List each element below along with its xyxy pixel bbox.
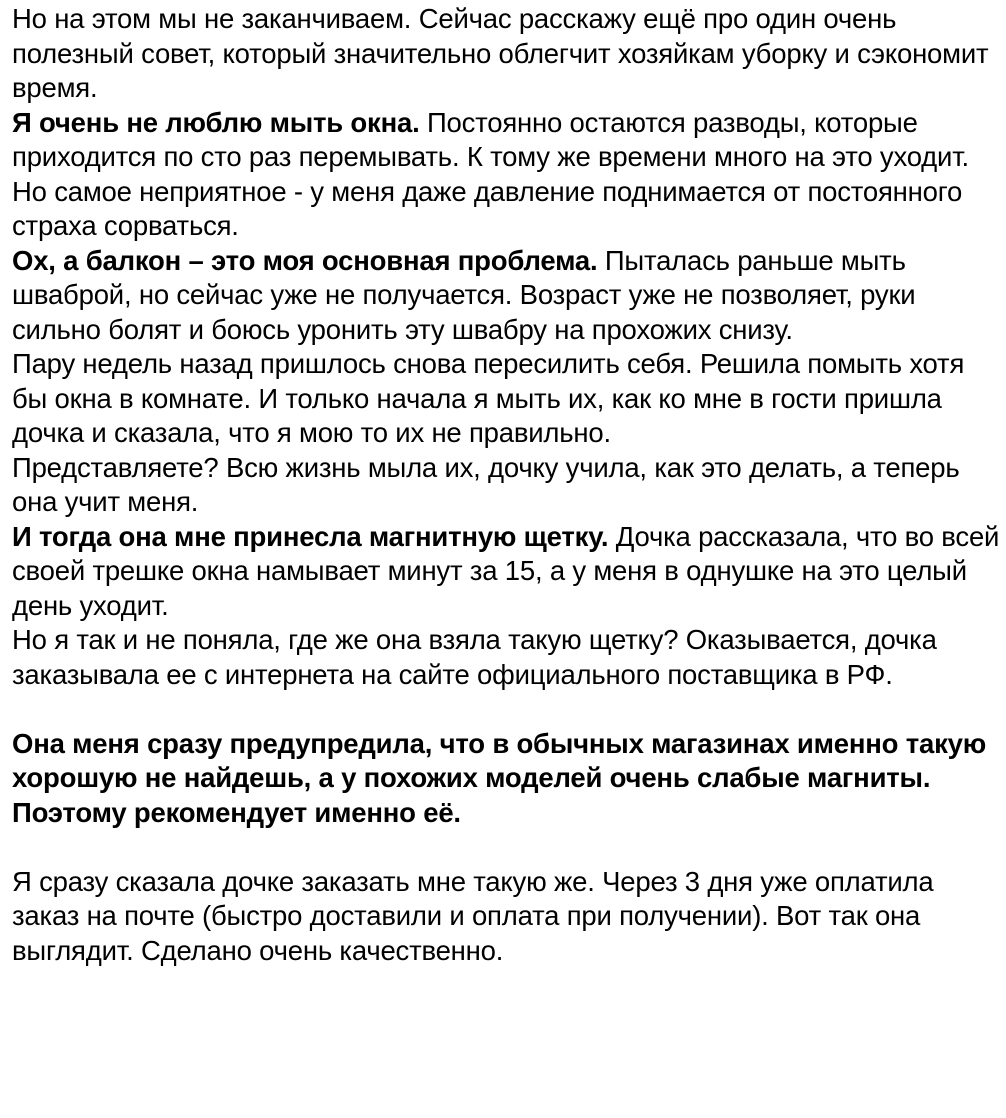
paragraph-text: Пару недель назад пришлось снова пересилить себя. Решила помыть хотя бы окна в комнате. И только начала я мыть их, как ко мне в гости пришла дочка и сказала, что я мою то их не правильно. (12, 348, 965, 448)
paragraph-lead-bold: Ох, а балкон – это моя основная проблема. (12, 244, 598, 276)
paragraph-text: Я сразу сказала дочке заказать мне такую же. Через 3 дня уже оплатила заказ на почте (быстро доставили и оплата при получении). Вот так она выглядит. Сделано очень качественно. (12, 865, 934, 966)
paragraph-text: Она меня сразу предупредила, что в обычных магазинах именно такую хорошую не найдешь, а у похожих моделей очень слабые магниты. Поэтому рекомендует именно её. (12, 727, 987, 828)
paragraph-imagine (12, 451, 1002, 520)
paragraph-text: Постоянно остаются разводы, которые приходится по сто раз перемывать. К тому же времени много на это уходит. Но самое неприятное - у меня даже давление поднимается от постоянного страха сорваться. (12, 106, 969, 241)
paragraph-ordered (12, 865, 1002, 969)
paragraph-warning-bold (12, 727, 1002, 831)
paragraph-lead-bold: И тогда она мне принесла магнитную щетку. (12, 520, 609, 552)
paragraph-where-bought (12, 623, 1002, 692)
paragraph-lead-bold: Я очень не люблю мыть окна. (12, 106, 420, 138)
paragraph-windows (12, 106, 1002, 244)
paragraph-magnetic-brush (12, 520, 1002, 624)
spacer (12, 830, 1002, 865)
paragraph-intro (12, 2, 1002, 106)
paragraph-text: Но на этом мы не заканчиваем. Сейчас расскажу ещё про один очень полезный совет, который значительно облегчит хозяйкам уборку и сэкономит время. (12, 3, 989, 103)
paragraph-text: Пыталась раньше мыть шваброй, но сейчас уже не получается. Возраст уже не позволяет, руки сильно болят и боюсь уронить эту швабру на прохожих снизу. (12, 244, 916, 345)
paragraph-balcony (12, 244, 1002, 348)
spacer (12, 692, 1002, 727)
paragraph-text: Представляете? Всю жизнь мыла их, дочку учила, как это делать, а теперь она учит меня. (12, 451, 960, 517)
paragraph-text: Но я так и не поняла, где же она взяла такую щетку? Оказывается, дочка заказывала ее с интернета на сайте официального поставщика в РФ. (12, 624, 937, 690)
paragraph-text: Дочка рассказала, что во всей своей трешке окна намывает минут за 15, а у меня в однушке на это целый день уходит. (12, 520, 1000, 621)
paragraph-weeks-ago (12, 347, 1002, 451)
